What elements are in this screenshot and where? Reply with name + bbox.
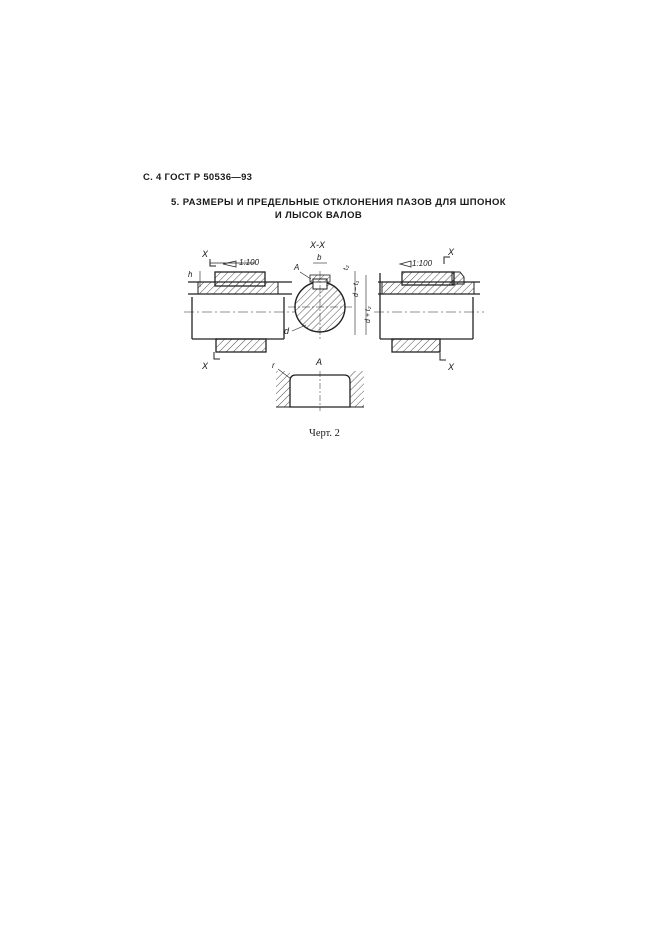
label-t2: t₂	[343, 265, 350, 270]
left-view	[184, 249, 295, 371]
technical-drawing	[180, 235, 490, 420]
taper-label-right: 1:100	[412, 259, 433, 268]
taper-label-left: 1:100	[239, 258, 260, 267]
section-title: X-X	[310, 240, 326, 250]
cut-mark-left-bottom: X	[202, 361, 209, 371]
right-view	[374, 247, 484, 372]
cut-mark-right-bottom: X	[448, 362, 455, 372]
label-b: b	[317, 253, 322, 262]
section-title-line1: 5. РАЗМЕРЫ И ПРЕДЕЛЬНЫЕ ОТКЛОНЕНИЯ ПАЗОВ ДЛЯ ШПОНОК	[170, 197, 507, 208]
section-title-line2: И ЛЫСОК ВАЛОВ	[274, 210, 363, 221]
detail-a	[272, 357, 364, 411]
label-detail-a: A	[294, 263, 300, 272]
figure-caption: Черт. 2	[309, 428, 340, 439]
section-xx	[284, 240, 372, 339]
detail-a-title: A	[316, 357, 323, 367]
cut-mark-right-top: X	[448, 247, 455, 257]
page-header: С. 4 ГОСТ Р 50536—93	[143, 172, 253, 183]
label-h: h	[188, 270, 193, 279]
label-d: d	[284, 326, 290, 336]
label-d-minus-t1: d − t₁	[353, 280, 360, 297]
label-d-plus-t2: d + t₂	[365, 306, 372, 323]
drawing-svg	[180, 235, 490, 415]
cut-mark-left-top: X	[202, 249, 209, 259]
label-r: r	[272, 361, 275, 370]
